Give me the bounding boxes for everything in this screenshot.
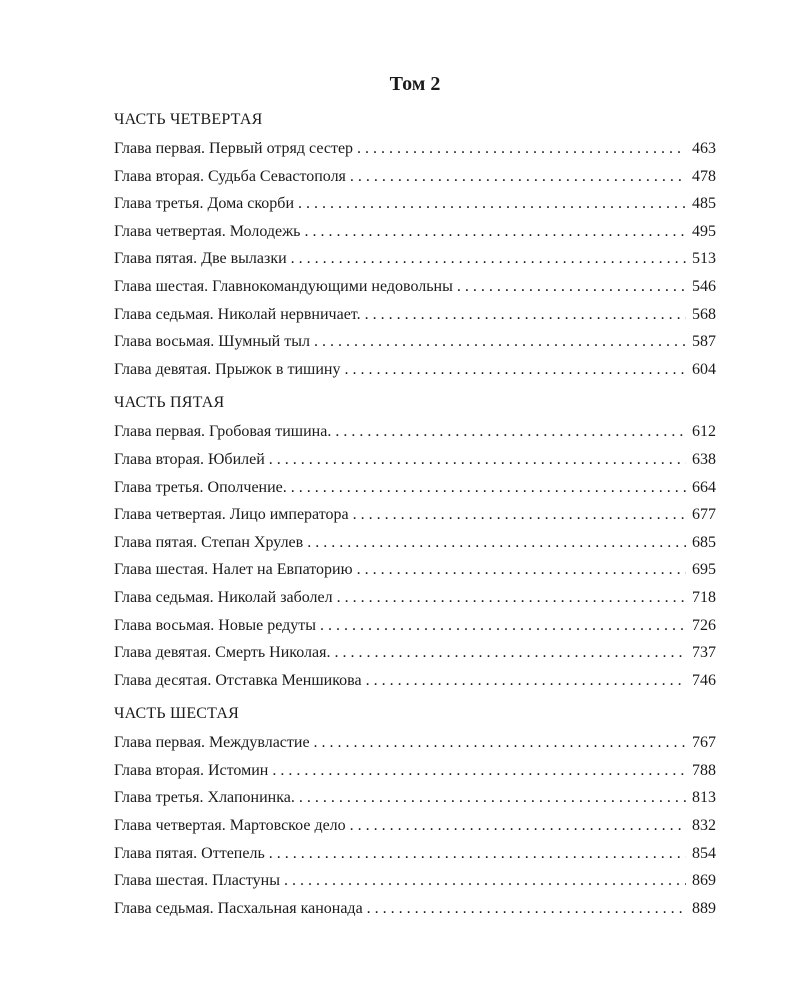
toc-entry xyxy=(114,729,716,757)
chapter-title: Глава седьмая. Николай заболел xyxy=(114,588,333,606)
chapter-title: Глава десятая. Отставка Меншикова xyxy=(114,671,362,689)
dot-leader xyxy=(335,418,686,446)
chapter-title: Глава третья. Дома скорби xyxy=(114,195,295,213)
page-number: 638 xyxy=(692,450,716,468)
chapter-title: Глава третья. Ополчение. xyxy=(114,478,287,496)
page-number: 695 xyxy=(692,561,716,579)
dot-leader xyxy=(350,812,686,840)
dot-leader xyxy=(344,356,686,384)
chapter-title: Глава восьмая. Шумный тыл xyxy=(114,333,310,351)
toc-entry xyxy=(114,867,716,895)
chapter-title: Глава девятая. Смерть Николая. xyxy=(114,644,331,662)
page-number: 889 xyxy=(692,899,716,917)
chapter-title: Глава шестая. Пластуны xyxy=(114,872,280,890)
dot-leader xyxy=(357,556,686,584)
toc-entry xyxy=(114,474,716,502)
page-number: 587 xyxy=(692,333,716,351)
chapter-list xyxy=(114,418,716,694)
dot-leader xyxy=(314,328,686,356)
dot-leader xyxy=(337,584,686,612)
dot-leader xyxy=(291,474,686,502)
chapter-title: Глава пятая. Две вылазки xyxy=(114,250,287,268)
toc-entry xyxy=(114,501,716,529)
page-number: 463 xyxy=(692,140,716,157)
page-number: 495 xyxy=(692,222,716,240)
chapter-title: Глава первая. Междувластие xyxy=(114,734,310,752)
page-number: 726 xyxy=(692,616,716,634)
part-spacer xyxy=(114,383,716,393)
part-spacer xyxy=(114,694,716,704)
toc-entry xyxy=(114,612,716,640)
toc-entry xyxy=(114,446,716,474)
part-title: ЧАСТЬ ПЯТАЯ xyxy=(114,394,225,412)
toc-part xyxy=(114,393,716,694)
dot-leader xyxy=(314,729,686,757)
toc-entry xyxy=(114,840,716,868)
page-number: 485 xyxy=(692,195,716,213)
page-number: 788 xyxy=(692,761,716,779)
toc-part xyxy=(114,704,716,922)
part-title: ЧАСТЬ ШЕСТАЯ xyxy=(114,705,239,723)
chapter-title: Глава первая. Первый отряд сестер xyxy=(114,140,354,157)
volume-title: Том 2 xyxy=(389,73,441,95)
dot-leader xyxy=(299,784,686,812)
page-number: 767 xyxy=(692,734,716,752)
page-number: 568 xyxy=(692,305,716,323)
toc-entry xyxy=(114,556,716,584)
toc-entry xyxy=(114,529,716,557)
dot-leader xyxy=(284,867,686,895)
toc-entry xyxy=(114,667,716,695)
chapter-list xyxy=(114,729,716,922)
toc-entry xyxy=(114,163,716,191)
toc-parts xyxy=(114,110,716,922)
dot-leader xyxy=(365,301,686,329)
chapter-title: Глава пятая. Степан Хрулев xyxy=(114,533,304,551)
toc-entry xyxy=(114,639,716,667)
chapter-title: Глава третья. Хлапонинка. xyxy=(114,789,295,807)
chapter-title: Глава шестая. Главнокомандующими недовольны xyxy=(114,277,453,295)
page-number: 746 xyxy=(692,671,716,689)
page-number: 718 xyxy=(692,588,716,606)
chapter-title: Глава вторая. Судьба Севастополя xyxy=(114,167,346,185)
toc-entry xyxy=(114,784,716,812)
chapter-title: Глава вторая. Юбилей xyxy=(114,450,265,468)
page-number: 478 xyxy=(692,167,716,185)
chapter-title: Глава седьмая. Пасхальная канонада xyxy=(114,899,363,917)
page-number: 813 xyxy=(692,789,716,807)
toc-entry xyxy=(114,356,716,384)
toc-entry xyxy=(114,273,716,301)
chapter-title: Глава первая. Гробовая тишина. xyxy=(114,423,332,441)
dot-leader xyxy=(357,135,686,163)
chapter-title: Глава пятая. Оттепель xyxy=(114,844,265,862)
page-number: 685 xyxy=(692,533,716,551)
page-number: 869 xyxy=(692,872,716,890)
chapter-title: Глава четвертая. Молодежь xyxy=(114,222,301,240)
toc-entry xyxy=(114,301,716,329)
toc-entry xyxy=(114,584,716,612)
page-number: 737 xyxy=(692,644,716,662)
chapter-title: Глава восьмая. Новые редуты xyxy=(114,616,317,634)
page-number: 677 xyxy=(692,506,716,524)
toc-entry xyxy=(114,812,716,840)
dot-leader xyxy=(304,218,686,246)
chapter-list xyxy=(114,135,716,383)
toc-entry xyxy=(114,245,716,273)
page-number: 546 xyxy=(692,277,716,295)
page-number: 513 xyxy=(692,250,716,268)
dot-leader xyxy=(353,501,686,529)
toc-entry xyxy=(114,895,716,923)
dot-leader xyxy=(269,840,686,868)
dot-leader xyxy=(334,639,686,667)
chapter-title: Глава седьмая. Николай нервничает. xyxy=(114,305,361,323)
chapter-title: Глава девятая. Прыжок в тишину xyxy=(114,360,341,378)
dot-leader xyxy=(269,446,686,474)
dot-leader xyxy=(350,163,686,191)
toc-part xyxy=(114,110,716,383)
dot-leader xyxy=(272,757,686,785)
page-number: 854 xyxy=(692,844,716,862)
toc-entry xyxy=(114,218,716,246)
dot-leader xyxy=(307,529,686,557)
dot-leader xyxy=(367,895,686,923)
chapter-title: Глава четвертая. Мартовское дело xyxy=(114,817,346,835)
toc-entry xyxy=(114,190,716,218)
table-of-contents xyxy=(114,72,716,922)
dot-leader xyxy=(298,190,686,218)
dot-leader xyxy=(457,273,686,301)
toc-entry xyxy=(114,135,716,163)
page-number: 832 xyxy=(692,817,716,835)
toc-entry xyxy=(114,757,716,785)
part-title: ЧАСТЬ ЧЕТВЕРТАЯ xyxy=(114,111,263,128)
page-number: 664 xyxy=(692,478,716,496)
toc-entry xyxy=(114,418,716,446)
chapter-title: Глава четвертая. Лицо императора xyxy=(114,506,349,524)
toc-entry xyxy=(114,328,716,356)
chapter-title: Глава вторая. Истомин xyxy=(114,761,269,779)
dot-leader xyxy=(320,612,686,640)
page-number: 612 xyxy=(692,423,716,441)
chapter-title: Глава шестая. Налет на Евпаторию xyxy=(114,561,353,579)
dot-leader xyxy=(366,667,686,695)
page-number: 604 xyxy=(692,360,716,378)
dot-leader xyxy=(291,245,686,273)
